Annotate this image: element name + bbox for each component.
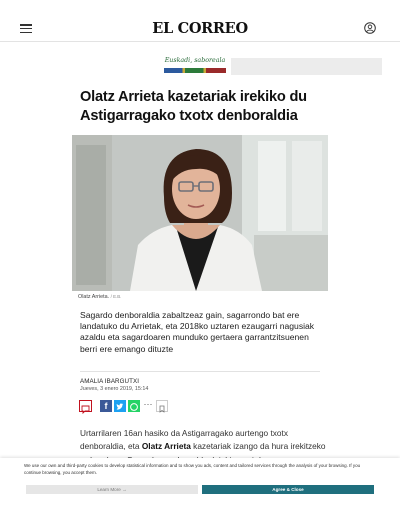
portrait-image xyxy=(72,135,328,291)
body-rest: kazetariak izango da hura irekitzeko xyxy=(193,441,326,452)
user-account-icon[interactable] xyxy=(364,22,376,34)
site-header xyxy=(0,0,400,42)
agree-close-button[interactable]: Agree & Close xyxy=(202,485,374,494)
body-intro: Urtarrilaren 16an hasiko da Astigarragako aurtengo txotx denboraldia, eta xyxy=(80,428,289,452)
bookmark-icon xyxy=(157,404,167,414)
article-date: Jueves, 3 enero 2019, 15:14 xyxy=(80,386,149,392)
more-share-button[interactable]: ··· xyxy=(143,399,153,409)
article-subtitle: Sagardo denboraldia zabaltzeaz gain, sagarrondo bat ere landatuko du Arrietak, eta 2018ko uztaren ezaugarri nagusiak azaldu eta sagardoaren munduko gertaera garrantzitsuenen berri ere emango dituzte xyxy=(80,310,315,354)
article-body xyxy=(80,427,326,461)
photo-caption xyxy=(78,294,121,300)
article-photo[interactable] xyxy=(72,135,328,291)
photo-credit: / E.B. xyxy=(110,294,122,299)
cookie-consent-bar xyxy=(0,458,400,518)
whatsapp-share-button[interactable] xyxy=(128,400,140,412)
divider xyxy=(80,371,320,372)
photo-caption-text: Olatz Arrieta. xyxy=(78,294,110,300)
body-bold-name: Olatz Arrieta xyxy=(141,441,191,452)
site-logo[interactable]: EL CORREO xyxy=(152,20,248,37)
comments-button[interactable] xyxy=(79,400,92,412)
ad-script-text: Euskadi, saboreala xyxy=(164,57,226,64)
ad-banner-placeholder[interactable] xyxy=(231,58,382,75)
article-author[interactable]: AMALIA IBARGUTXI xyxy=(80,378,140,385)
bookmark-button[interactable] xyxy=(156,400,168,412)
learn-more-button[interactable]: Learn More → xyxy=(26,485,198,494)
whatsapp-icon xyxy=(128,401,140,413)
facebook-share-button[interactable] xyxy=(100,400,112,412)
cookie-text: We use our own and third-party cookies to develop statistical information and to show you ads, content and tailored services through the analysis of your browsing. If you continue browsing, you accept them. xyxy=(24,463,361,475)
facebook-icon: f xyxy=(104,401,108,411)
comment-icon xyxy=(80,404,91,414)
ad-banner-logo[interactable] xyxy=(162,58,228,75)
article-headline: Olatz Arrieta kazetariak irekiko du Astigarragako txotx denboraldia xyxy=(80,89,307,124)
ad-logo-strip xyxy=(164,68,226,73)
twitter-icon xyxy=(114,401,126,413)
twitter-share-button[interactable] xyxy=(114,400,126,412)
